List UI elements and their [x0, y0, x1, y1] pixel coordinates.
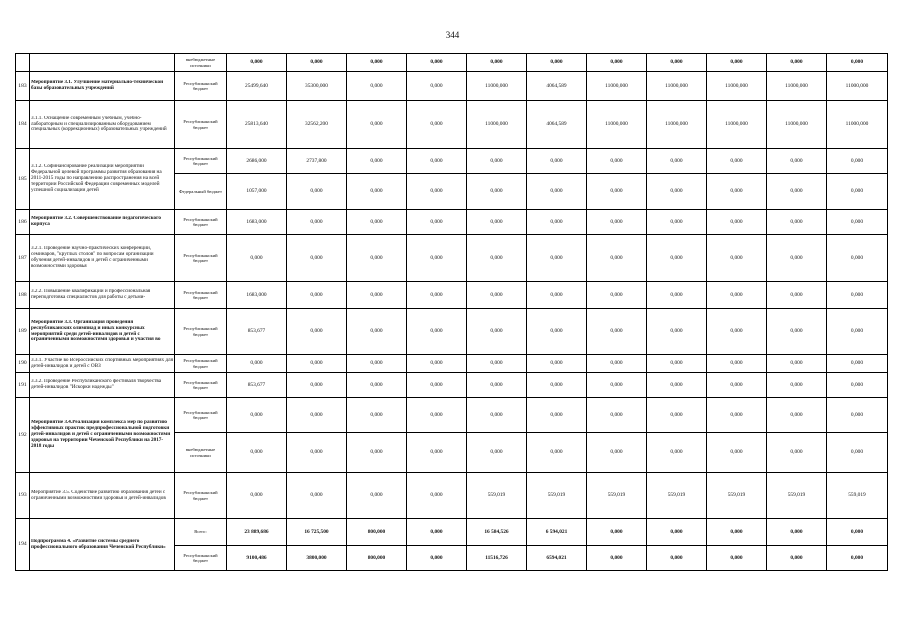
row-number: 194: [16, 519, 30, 571]
value-cell: 11000,000: [647, 101, 707, 149]
value-cell: 0,000: [767, 373, 827, 398]
funding-source: Республиканский бюджет: [175, 546, 227, 571]
table-row: [16, 235, 888, 282]
measure-name-text: Мероприятие 3.3. Организация проведения республиканских олимпиад и иных конкурсных мероприятий среди детей-инвалидов и детей с ограниченными возможностями здоровья и участия во: [31, 319, 161, 343]
value-cell: 559,019: [767, 473, 827, 519]
value-cell: 0,000: [467, 235, 527, 282]
value-cell: 0,000: [527, 235, 587, 282]
measure-name: [30, 210, 175, 235]
value-cell: 0,000: [407, 174, 467, 210]
value-cell: 0,000: [707, 54, 767, 72]
measure-name: [30, 398, 175, 473]
value-cell: 0,000: [707, 546, 767, 571]
value-cell: 0,000: [827, 149, 888, 174]
value-cell: 0,000: [287, 282, 347, 309]
measure-name: [30, 373, 175, 398]
value-cell: 0,000: [407, 54, 467, 72]
value-cell: 0,000: [467, 433, 527, 473]
measure-name: [30, 72, 175, 101]
value-cell: 0,000: [467, 355, 527, 373]
value-cell: 0,000: [227, 433, 287, 473]
value-cell: 2737,800: [287, 149, 347, 174]
value-cell: 0,000: [767, 54, 827, 72]
row-number: 189: [16, 309, 30, 355]
value-cell: 11000,000: [767, 72, 827, 101]
measure-name-text: 3.2.2. Повышение квалификации и профессиональная переподготовка специалистов для работы с детьми-: [31, 289, 151, 300]
measure-name: [30, 149, 175, 210]
value-cell: 0,000: [527, 282, 587, 309]
value-cell: 0,000: [587, 235, 647, 282]
value-cell: 0,000: [707, 398, 767, 433]
value-cell: 1057,000: [227, 174, 287, 210]
value-cell: 0,000: [587, 373, 647, 398]
value-cell: 0,000: [287, 54, 347, 72]
row-number: 193: [16, 473, 30, 519]
value-cell: 0,000: [347, 72, 407, 101]
value-cell: 11000,000: [827, 72, 888, 101]
value-cell: 0,000: [767, 398, 827, 433]
value-cell: 11000,000: [467, 101, 527, 149]
value-cell: 0,000: [647, 54, 707, 72]
value-cell: 0,000: [827, 519, 888, 546]
value-cell: 0,000: [707, 210, 767, 235]
value-cell: 0,000: [287, 373, 347, 398]
measure-name-text: 3.1.1. Оснащение современным учебным, учебно-лабораторным и специализированным оборудованием специальных (коррекционных) образовательных учреждений: [31, 115, 167, 133]
value-cell: 0,000: [347, 355, 407, 373]
funding-source: Республиканский бюджет: [175, 282, 227, 309]
value-cell: 0,000: [467, 309, 527, 355]
row-number: 185: [16, 149, 30, 210]
funding-source: Республиканский бюджет: [175, 355, 227, 373]
value-cell: 0,000: [347, 235, 407, 282]
measure-name: [30, 519, 175, 571]
value-cell: 11000,000: [707, 101, 767, 149]
measure-name: [30, 309, 175, 355]
value-cell: 0,000: [467, 149, 527, 174]
value-cell: 4064,589: [527, 72, 587, 101]
row-number: 190: [16, 355, 30, 373]
value-cell: 0,000: [347, 373, 407, 398]
measure-name-text: 3.3.1. Участие во Всероссийских спортивных мероприятиях для детей-инвалидов и детей с ОВЗ: [31, 357, 173, 369]
value-cell: 0,000: [287, 174, 347, 210]
value-cell: 0,000: [407, 72, 467, 101]
row-number: 186: [16, 210, 30, 235]
table-row: [16, 282, 888, 309]
value-cell: 6 594,021: [527, 519, 587, 546]
measure-name: [30, 473, 175, 519]
funding-source: внебюджетные источники: [175, 433, 227, 473]
measure-name: [30, 101, 175, 149]
funding-source: Республиканский бюджет: [175, 373, 227, 398]
value-cell: 853,677: [227, 309, 287, 355]
table-row: [16, 309, 888, 355]
value-cell: 1683,000: [227, 282, 287, 309]
table-row: [16, 373, 888, 398]
value-cell: 11516,726: [467, 546, 527, 571]
value-cell: 23 889,686: [227, 519, 287, 546]
value-cell: 0,000: [347, 433, 407, 473]
value-cell: 2686,000: [227, 149, 287, 174]
value-cell: 0,000: [827, 235, 888, 282]
row-number: 183: [16, 72, 30, 101]
value-cell: 0,000: [287, 210, 347, 235]
value-cell: 0,000: [707, 373, 767, 398]
value-cell: 0,000: [707, 309, 767, 355]
value-cell: 0,000: [767, 174, 827, 210]
value-cell: 0,000: [827, 210, 888, 235]
table-row: [16, 355, 888, 373]
value-cell: 559,019: [647, 473, 707, 519]
value-cell: 0,000: [407, 355, 467, 373]
funding-source: Республиканский бюджет: [175, 473, 227, 519]
measure-name-text: Мероприятие 3.2. Совершенствование педагогического корпуса: [31, 216, 161, 227]
value-cell: 0,000: [347, 309, 407, 355]
funding-source: Республиканский бюджет: [175, 72, 227, 101]
value-cell: 0,000: [407, 473, 467, 519]
value-cell: 0,000: [827, 54, 888, 72]
funding-source: Всего:: [175, 519, 227, 546]
value-cell: 0,000: [587, 546, 647, 571]
value-cell: 0,000: [467, 282, 527, 309]
budget-table: [15, 53, 888, 571]
value-cell: 0,000: [407, 235, 467, 282]
measure-name-text: Мероприятие 3.5. Содействие развитию образования детей с ограниченными возможностями здоровья и детей-инвалидов: [31, 489, 166, 501]
value-cell: 0,000: [587, 210, 647, 235]
value-cell: 0,000: [587, 282, 647, 309]
value-cell: 0,000: [527, 174, 587, 210]
value-cell: 0,000: [407, 309, 467, 355]
value-cell: 0,000: [587, 309, 647, 355]
value-cell: 800,000: [347, 546, 407, 571]
value-cell: 0,000: [707, 519, 767, 546]
value-cell: 0,000: [767, 546, 827, 571]
value-cell: 800,000: [347, 519, 407, 546]
value-cell: 0,000: [227, 54, 287, 72]
value-cell: 9100,486: [227, 546, 287, 571]
value-cell: 0,000: [707, 149, 767, 174]
value-cell: 0,000: [767, 149, 827, 174]
value-cell: 0,000: [707, 174, 767, 210]
value-cell: 0,000: [767, 355, 827, 373]
measure-name-text: Мероприятие 3.1. Улучшение материально-технической базы образовательных учреждений: [31, 80, 164, 91]
value-cell: 0,000: [767, 309, 827, 355]
value-cell: 0,000: [407, 282, 467, 309]
value-cell: 35300,000: [287, 72, 347, 101]
value-cell: 0,000: [647, 149, 707, 174]
value-cell: 0,000: [587, 149, 647, 174]
value-cell: 0,000: [467, 174, 527, 210]
value-cell: 0,000: [587, 355, 647, 373]
value-cell: 0,000: [647, 210, 707, 235]
budget-table-container: [15, 53, 887, 571]
funding-source: Республиканский бюджет: [175, 309, 227, 355]
page-number: 344: [445, 30, 460, 40]
value-cell: 0,000: [527, 373, 587, 398]
value-cell: 3800,000: [287, 546, 347, 571]
value-cell: 0,000: [767, 210, 827, 235]
value-cell: 0,000: [347, 282, 407, 309]
table-row: [16, 149, 888, 174]
funding-source: внебюджетные источники: [175, 54, 227, 72]
value-cell: 0,000: [647, 174, 707, 210]
measure-name: [30, 54, 175, 72]
value-cell: 16 725,500: [287, 519, 347, 546]
value-cell: 11000,000: [707, 72, 767, 101]
value-cell: 0,000: [347, 54, 407, 72]
value-cell: 0,000: [287, 473, 347, 519]
value-cell: 0,000: [527, 309, 587, 355]
value-cell: 559,019: [527, 473, 587, 519]
value-cell: 11000,000: [467, 72, 527, 101]
value-cell: 0,000: [827, 282, 888, 309]
value-cell: 11000,000: [767, 101, 827, 149]
value-cell: 0,000: [287, 398, 347, 433]
value-cell: 0,000: [647, 546, 707, 571]
value-cell: 559,019: [827, 473, 888, 519]
value-cell: 0,000: [407, 101, 467, 149]
table-row: [16, 473, 888, 519]
value-cell: 0,000: [347, 398, 407, 433]
measure-name: [30, 355, 175, 373]
value-cell: 559,019: [587, 473, 647, 519]
value-cell: 32562,200: [287, 101, 347, 149]
value-cell: 0,000: [407, 433, 467, 473]
value-cell: 0,000: [227, 473, 287, 519]
value-cell: 559,019: [467, 473, 527, 519]
value-cell: 0,000: [587, 54, 647, 72]
table-row: [16, 210, 888, 235]
value-cell: 0,000: [407, 519, 467, 546]
measure-name-text: Мероприятие 3.4.Реализация комплекса мер по развитию эффективных практик предпрофессиональной подготовки детей-инвалидов и детей с ограниченными возможностями здоровья на территории Чеченской Республики на 2017-2018 годы: [31, 420, 171, 449]
value-cell: 0,000: [767, 282, 827, 309]
value-cell: 0,000: [707, 355, 767, 373]
value-cell: 0,000: [827, 373, 888, 398]
value-cell: 0,000: [287, 433, 347, 473]
value-cell: 0,000: [527, 355, 587, 373]
value-cell: 0,000: [827, 398, 888, 433]
row-number: 187: [16, 235, 30, 282]
value-cell: 0,000: [647, 309, 707, 355]
value-cell: 0,000: [527, 149, 587, 174]
value-cell: 0,000: [287, 309, 347, 355]
value-cell: 0,000: [767, 433, 827, 473]
value-cell: 0,000: [407, 149, 467, 174]
measure-name-text: 3.3.2. Проведение Республиканского фестиваля творчества детей-инвалидов "Искорки надежды": [31, 379, 162, 390]
value-cell: 1683,000: [227, 210, 287, 235]
value-cell: 0,000: [827, 174, 888, 210]
row-number: [16, 54, 30, 72]
row-number: 188: [16, 282, 30, 309]
value-cell: 25813,640: [227, 101, 287, 149]
value-cell: 0,000: [587, 519, 647, 546]
value-cell: 0,000: [227, 235, 287, 282]
table-row: [16, 398, 888, 433]
value-cell: 0,000: [467, 54, 527, 72]
table-row: [16, 101, 888, 149]
value-cell: 0,000: [827, 433, 888, 473]
table-row: [16, 54, 888, 72]
value-cell: 11000,000: [827, 101, 888, 149]
value-cell: 0,000: [587, 433, 647, 473]
value-cell: 25499,640: [227, 72, 287, 101]
measure-name-text: 3.2.1. Проведение научно-практических конференций, семинаров, "круглых столов" по вопросам организации обучения детей-инвалидов и детей с ограниченными возможностями здоровья: [31, 246, 154, 269]
table-row: [16, 72, 888, 101]
value-cell: 559,019: [707, 473, 767, 519]
value-cell: 0,000: [467, 210, 527, 235]
value-cell: 0,000: [287, 235, 347, 282]
value-cell: 0,000: [647, 235, 707, 282]
value-cell: 11000,000: [587, 101, 647, 149]
funding-source: Федеральный бюджет: [175, 174, 227, 210]
value-cell: 0,000: [707, 282, 767, 309]
value-cell: 11000,000: [647, 72, 707, 101]
measure-name-text: 3.1.2. Софинансирование реализации мероприятий Федеральной целевой программы развития образования на 2011-2015 годы по направлению распространения на всей территории Российской Федерации современных моделей успешной социализации детей: [31, 164, 162, 193]
row-number: 192: [16, 398, 30, 473]
funding-source: Республиканский бюджет: [175, 210, 227, 235]
value-cell: 0,000: [407, 373, 467, 398]
value-cell: 0,000: [407, 398, 467, 433]
row-number: 191: [16, 373, 30, 398]
value-cell: 0,000: [707, 433, 767, 473]
funding-source: Республиканский бюджет: [175, 398, 227, 433]
value-cell: 0,000: [527, 398, 587, 433]
value-cell: 4064,589: [527, 101, 587, 149]
value-cell: 0,000: [527, 433, 587, 473]
measure-name: [30, 235, 175, 282]
value-cell: 0,000: [467, 398, 527, 433]
value-cell: 0,000: [287, 355, 347, 373]
value-cell: 853,677: [227, 373, 287, 398]
value-cell: 0,000: [227, 355, 287, 373]
value-cell: 0,000: [407, 546, 467, 571]
funding-source: Республиканский бюджет: [175, 149, 227, 174]
value-cell: 0,000: [647, 373, 707, 398]
value-cell: 0,000: [587, 398, 647, 433]
value-cell: 0,000: [587, 174, 647, 210]
row-number: 184: [16, 101, 30, 149]
value-cell: 0,000: [347, 473, 407, 519]
value-cell: 0,000: [827, 546, 888, 571]
value-cell: 0,000: [347, 101, 407, 149]
funding-source: Республиканский бюджет: [175, 235, 227, 282]
value-cell: 0,000: [647, 355, 707, 373]
value-cell: 11000,000: [587, 72, 647, 101]
value-cell: 0,000: [647, 282, 707, 309]
value-cell: 16 584,526: [467, 519, 527, 546]
value-cell: 0,000: [647, 433, 707, 473]
table-row: [16, 519, 888, 546]
measure-name: [30, 282, 175, 309]
value-cell: 0,000: [647, 398, 707, 433]
value-cell: 0,000: [647, 519, 707, 546]
measure-name-text: Подпрограмма 4. «Развитие системы среднего профессионального образования Чеченской Республики»: [31, 538, 166, 550]
funding-source: Республиканский бюджет: [175, 101, 227, 149]
value-cell: 0,000: [347, 149, 407, 174]
value-cell: 0,000: [467, 373, 527, 398]
value-cell: 0,000: [347, 210, 407, 235]
value-cell: 0,000: [407, 210, 467, 235]
value-cell: 0,000: [227, 398, 287, 433]
value-cell: 0,000: [527, 210, 587, 235]
value-cell: 0,000: [347, 174, 407, 210]
value-cell: 0,000: [527, 54, 587, 72]
value-cell: 6594,021: [527, 546, 587, 571]
value-cell: 0,000: [827, 355, 888, 373]
value-cell: 0,000: [827, 309, 888, 355]
value-cell: 0,000: [707, 235, 767, 282]
value-cell: 0,000: [767, 519, 827, 546]
value-cell: 0,000: [767, 235, 827, 282]
